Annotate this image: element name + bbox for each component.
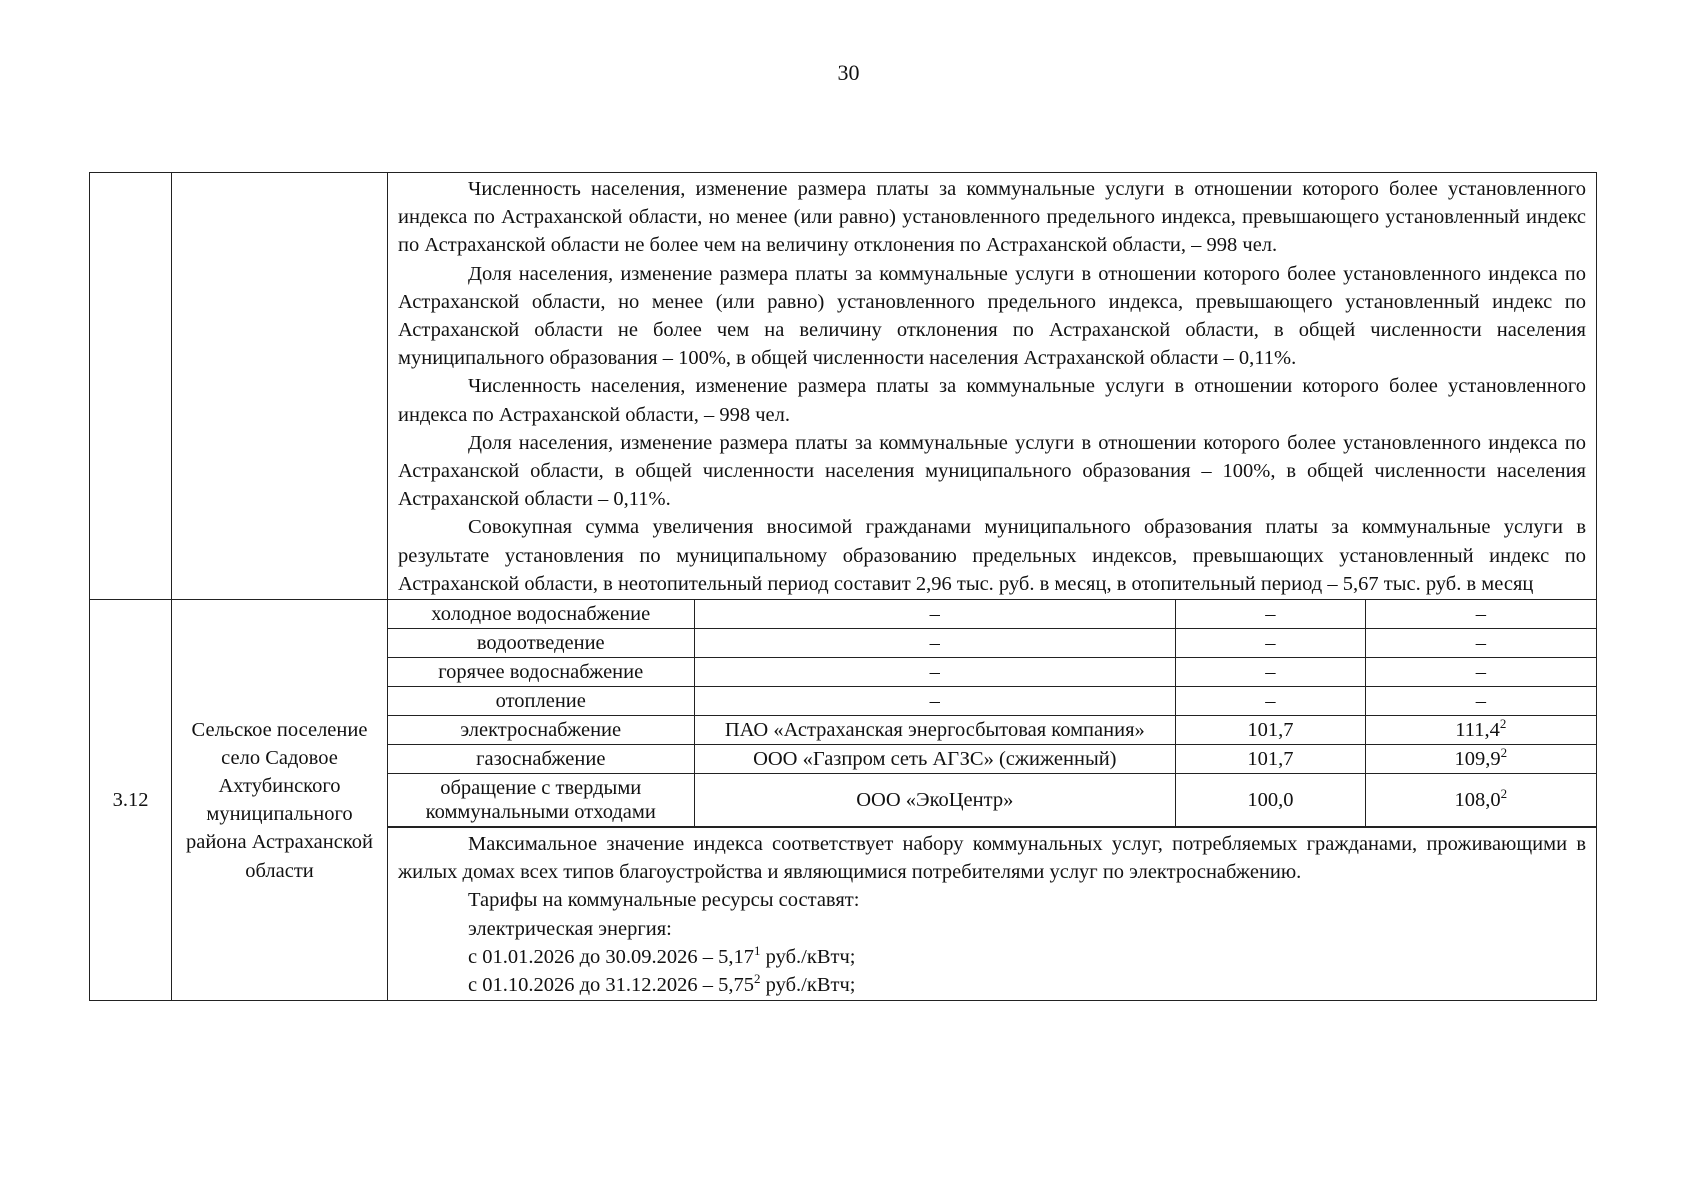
index-value: – (1176, 600, 1366, 629)
provider: ПАО «Астраханская энергосбытовая компания» (694, 716, 1176, 745)
paragraph: Доля населения, изменение размера платы за коммунальные услуги в отношении которого более установленного индекса по Астраханской области, но менее (или равно) установленного предельного индекса, превышающего установленный индекс по Астраханской области не более чем на величину отклонения по Астраханской области, в общей численности населения муниципального образования – 100%, в общей численности населения Астраханской области – 0,11%. (398, 262, 1586, 370)
table-row (388, 774, 1596, 827)
page-number: 30 (837, 60, 860, 85)
section-number: 3.12 (90, 600, 172, 1001)
paragraph: Численность населения, изменение размера платы за коммунальные услуги в отношении которого более установленного индекса по Астраханской области, – 998 чел. (398, 375, 1586, 426)
table-row (90, 600, 1597, 828)
limit-number: 111,4 (1455, 719, 1500, 742)
provider: ООО «ЭкоЦентр» (694, 774, 1176, 827)
limit-number: 108,0 (1454, 789, 1501, 812)
limit-value: – (1365, 629, 1596, 658)
index-value: – (1176, 658, 1366, 687)
empty-num-cell (90, 173, 172, 600)
service-name: водоотведение (388, 629, 694, 658)
table-row (388, 600, 1596, 629)
tariff-unit: руб./кВтч; (760, 974, 856, 997)
tariff-table (89, 172, 1597, 1001)
note-paragraph: Максимальное значение индекса соответствует набору коммунальных услуг, потребляемых гражданами, проживающими в жилых домах всех типов благоустройства и являющимися потребителями услуг по электроснабжению. (398, 833, 1586, 884)
paragraph: Совокупная сумма увеличения вносимой гражданами муниципального образования платы за коммунальные услуги в результате установления по муниципальному образованию предельных индексов, превышающих установленный индекс по Астраханской области, в неотопительный период составит 2,96 тыс. руб. в месяц, в отопительный период – 5,67 тыс. руб. в месяц (398, 516, 1586, 595)
limit-value: – (1365, 687, 1596, 716)
limit-value (1365, 774, 1596, 827)
services-cell (388, 600, 1597, 828)
limit-number: 109,9 (1454, 748, 1501, 771)
table-row (388, 658, 1596, 687)
table-row (90, 173, 1597, 600)
footnote-mark: 2 (1500, 745, 1508, 761)
provider: – (694, 600, 1176, 629)
tariff-period: с 01.10.2026 до 31.12.2026 – 5,75 (468, 974, 755, 997)
index-value: 101,7 (1176, 745, 1366, 774)
service-name: газоснабжение (388, 745, 694, 774)
tariff-line (398, 971, 1586, 999)
service-name: холодное водоснабжение (388, 600, 694, 629)
table-row (388, 745, 1596, 774)
limit-value (1365, 716, 1596, 745)
tariff-period: с 01.01.2026 до 30.09.2026 – 5,17 (468, 945, 755, 968)
service-name: обращение с твердыми коммунальными отходами (388, 774, 694, 827)
empty-name-cell (172, 173, 388, 600)
services-table (388, 600, 1596, 827)
tariff-item: электрическая энергия: (468, 917, 672, 940)
index-value: – (1176, 687, 1366, 716)
tariff-line (398, 943, 1586, 971)
index-value: – (1176, 629, 1366, 658)
footnote-mark: 1 (754, 943, 761, 959)
footnote-mark: 2 (1499, 716, 1507, 732)
limit-value: – (1365, 658, 1596, 687)
footnote-mark: 2 (754, 971, 761, 987)
table-row (388, 687, 1596, 716)
tariffs-heading: Тарифы на коммунальные ресурсы составят: (468, 889, 860, 912)
service-name: отопление (388, 687, 694, 716)
provider: – (694, 658, 1176, 687)
paragraph: Доля населения, изменение размера платы за коммунальные услуги в отношении которого более установленного индекса по Астраханской области, в общей численности населения муниципального образования – 100%, в общей численности населения Астраханской области – 0,11%. (398, 431, 1586, 511)
service-name: горячее водоснабжение (388, 658, 694, 687)
municipality-name: Сельское поселение село Садовое Ахтубинского муниципального района Астраханской области (172, 600, 388, 1001)
paragraph: Численность населения, изменение размера платы за коммунальные услуги в отношении которого более установленного индекса по Астраханской области, но менее (или равно) установленного предельного индекса, превышающего установленный индекс по Астраханской области не более чем на величину отклонения по Астраханской области, – 998 чел. (398, 178, 1586, 257)
note-cell (388, 828, 1597, 1001)
index-value: 100,0 (1176, 774, 1366, 827)
provider: – (694, 687, 1176, 716)
table-row (388, 629, 1596, 658)
limit-value: – (1365, 600, 1596, 629)
tariff-unit: руб./кВтч; (760, 945, 856, 968)
footnote-mark: 2 (1500, 786, 1508, 802)
provider: – (694, 629, 1176, 658)
provider: ООО «Газпром сеть АГЗС» (сжиженный) (694, 745, 1176, 774)
service-name: электроснабжение (388, 716, 694, 745)
limit-value (1365, 745, 1596, 774)
summary-cell (388, 173, 1597, 600)
index-value: 101,7 (1176, 716, 1366, 745)
table-row (388, 716, 1596, 745)
